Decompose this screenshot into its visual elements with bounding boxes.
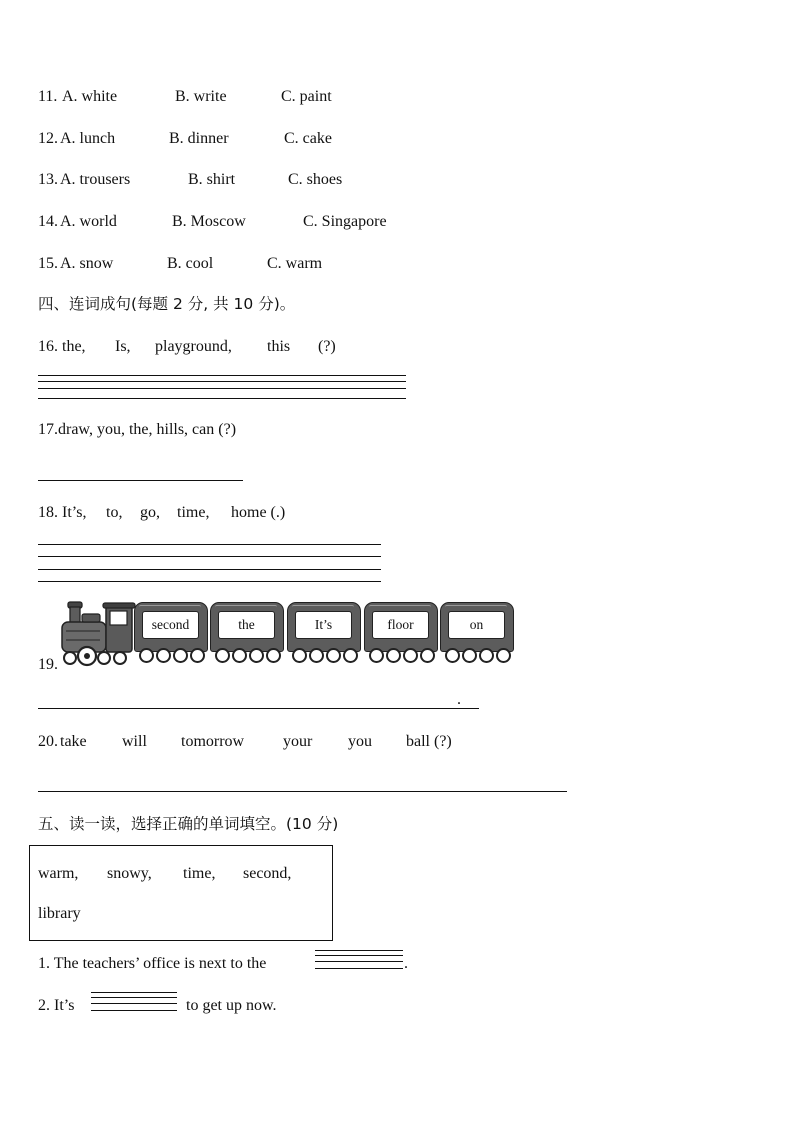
option-b: B. dinner [169,130,229,147]
question-number: 12. [38,130,58,147]
train-car-word: on [448,611,505,639]
sentence-text: 1. The teachers’ office is next to the [38,955,267,972]
train-car [364,602,438,652]
wheel-icon [139,648,154,663]
word-bank-word: second, [243,865,292,882]
answer-line[interactable] [38,480,243,481]
word: the, [62,338,86,355]
option-c: C. cake [284,130,332,147]
wheel-icon [343,648,358,663]
wheel-icon [249,648,264,663]
option-b: B. Moscow [172,213,246,230]
word: this [267,338,291,355]
word: your [283,733,313,750]
wheel-icon [386,648,401,663]
wheel-icon [420,648,435,663]
question-number: 13. [38,171,58,188]
answer-line[interactable] [38,398,406,399]
train-car [134,602,208,652]
word: time, [177,504,210,521]
option-c: C. warm [267,255,323,272]
word-bank-word: time, [183,865,216,882]
end-mark: . [457,691,461,708]
word: It’s, [62,504,87,521]
blank-line[interactable] [315,961,403,962]
word: tomorrow [181,733,245,750]
question-number: 14. [38,213,58,230]
answer-line[interactable] [38,388,406,389]
answer-line[interactable] [38,375,406,376]
wheel-icon [309,648,324,663]
train-car [210,602,284,652]
blank-line[interactable] [91,997,177,998]
word: will [122,733,147,750]
answer-line[interactable] [38,581,381,582]
option-c: C. shoes [288,171,343,188]
sentence-text-after: to get up now. [186,997,277,1014]
wheel-icon [173,648,188,663]
question-number: 19. [38,656,58,673]
word: take [60,733,87,750]
wheel-icon [496,648,511,663]
blank-line[interactable] [91,992,177,993]
option-a: A. lunch [60,130,116,147]
word-bank-word: snowy, [107,865,152,882]
option-a: A. trousers [60,171,131,188]
option-b: B. cool [167,255,214,272]
wheel-icon [479,648,494,663]
answer-line[interactable] [38,544,381,545]
question-number: 18. [38,504,58,521]
wheel-icon [215,648,230,663]
train-car-word: It’s [295,611,352,639]
answer-line[interactable] [38,556,381,557]
wheel-icon [403,648,418,663]
wheel-icon [369,648,384,663]
word: to, [106,504,123,521]
locomotive-icon [60,600,136,670]
question-number: 20. [38,733,58,750]
question-number: 15. [38,255,58,272]
question-text: 17.draw, you, the, hills, can (?) [38,421,237,438]
wheel-icon [326,648,341,663]
blank-line[interactable] [315,955,403,956]
question-number: 11. [38,88,58,105]
option-a: A. world [60,213,117,230]
train-car-word: the [218,611,275,639]
wheel-icon [190,648,205,663]
option-a: A. white [62,88,118,105]
wheel-icon [462,648,477,663]
word: Is, [115,338,131,355]
section-4-heading: 四、连词成句(每题 2 分, 共 10 分)。 [38,295,296,313]
word: home (.) [231,504,286,521]
wheel-icon [292,648,307,663]
option-c: C. Singapore [303,213,387,230]
blank-line[interactable] [91,1010,177,1011]
wheel-icon [156,648,171,663]
wheel-icon [232,648,247,663]
sentence-text: 2. It’s [38,997,75,1014]
wheel-icon [445,648,460,663]
answer-line[interactable] [38,381,406,382]
blank-line[interactable] [315,968,403,969]
option-b: B. write [175,88,227,105]
question-number: 16. [38,338,58,355]
word-bank-box [29,845,333,941]
blank-line[interactable] [315,950,403,951]
option-b: B. shirt [188,171,236,188]
blank-line[interactable] [91,1003,177,1004]
answer-line[interactable] [38,569,381,570]
train-car-word: second [142,611,199,639]
word-bank-word: library [38,905,81,922]
sentence-end: . [404,955,408,972]
word: go, [140,504,160,521]
answer-line[interactable] [38,708,479,709]
word-bank-word: warm, [38,865,79,882]
train-car [440,602,514,652]
train-car [287,602,361,652]
option-a: A. snow [60,255,114,272]
section-5-heading: 五、读一读，选择正确的单词填空。(10 分) [38,815,339,833]
train-car-word: floor [372,611,429,639]
word: you [348,733,372,750]
word: (?) [318,338,336,355]
word: playground, [155,338,232,355]
answer-line[interactable] [38,791,567,792]
option-c: C. paint [281,88,332,105]
wheel-icon [266,648,281,663]
word: ball (?) [406,733,452,750]
